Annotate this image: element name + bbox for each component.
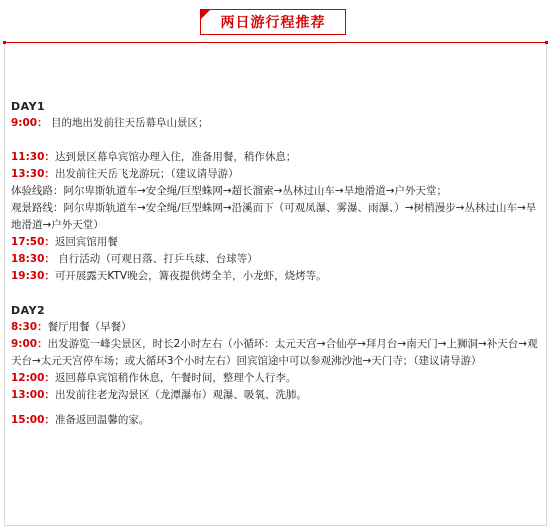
day1-item-text: 返回宾馆用餐	[54, 236, 118, 248]
day1-route-experience: 体验线路：阿尔卑斯轨道车→安全绳/巨型蛛网→超长溜索→丛林过山车→旱地滑道→户外天堂；	[11, 185, 448, 197]
day2-item-text: 出发前往老龙沟景区（龙潭瀑布）观瀑、吸氧、洗肺。	[54, 389, 307, 401]
title-box	[200, 9, 346, 35]
day2-item-text: 准备返回温馨的家。	[54, 414, 150, 426]
day1-item-text: 目的地出发前往天岳幕阜山景区；	[47, 117, 209, 129]
day2-item-text: 出发游览一峰尖景区，时长2小时左右（小循环：太元天宫→合仙亭→拜月台→南天门→上狮洞→补天台→观天台→太元天宫停车场；或大循环3个小时左右）回宾馆途中可以参观沸沙池→天门寺；（建议请导游）	[11, 338, 538, 367]
day1-item	[11, 234, 541, 251]
page-title: 两日游行程推荐	[220, 15, 326, 31]
day2-item	[11, 370, 541, 387]
day1-item-text: 自行活动（可观日落、打乒乓球、台球等）	[54, 253, 258, 265]
spacer	[11, 132, 541, 149]
day2-item	[11, 387, 541, 404]
day1-item-text: 出发前往天岳飞龙游玩；（建议请导游）	[54, 168, 239, 180]
day2-heading: DAY2	[11, 304, 46, 317]
day1-item	[11, 166, 541, 183]
day2-item-time: 9:00：	[11, 338, 48, 350]
itinerary-content	[11, 98, 541, 429]
frame-corner-left	[3, 41, 6, 44]
frame-corner-right	[545, 41, 548, 44]
day1-item	[11, 268, 541, 285]
day1-item-time: 18:30：	[11, 253, 55, 265]
day1-item-time: 17:50：	[11, 236, 55, 248]
day1-item-time: 9:00：	[11, 117, 48, 129]
day1-item	[11, 115, 541, 132]
spacer	[11, 285, 541, 302]
day1-item-time: 13:30：	[11, 168, 55, 180]
day2-item-time: 8:30：	[11, 321, 48, 333]
day1-item	[11, 149, 541, 166]
title-corner-decoration	[200, 9, 211, 20]
day2-item	[11, 412, 541, 429]
day1-item-time: 19:30：	[11, 270, 55, 282]
day2-item-time: 15:00：	[11, 414, 55, 426]
day2-item-text: 餐厅用餐（早餐）	[47, 321, 132, 333]
day2-item-text: 返回幕阜宾馆稍作休息，午餐时间，整理个人行李。	[54, 372, 297, 384]
day1-item-text: 达到景区幕阜宾馆办理入住，准备用餐，稍作休息；	[54, 151, 297, 163]
day1-heading: DAY1	[11, 100, 46, 113]
title-area	[0, 0, 551, 40]
day1-route-sightseeing: 观景路线：阿尔卑斯轨道车→安全绳/巨型蛛网→沿溪而下（可观凤瀑、雾瀑、雨瀑、）→树梢漫步→丛林过山车→旱地滑道→户外天堂）	[11, 202, 537, 231]
day1-item-text: 可开展露天KTV晚会，篝夜提供烤全羊，小龙虾，烧烤等。	[54, 270, 327, 282]
day1-item-time: 11:30：	[11, 151, 55, 163]
day2-item	[11, 319, 541, 336]
day2-item	[11, 336, 541, 370]
day2-item-time: 13:00：	[11, 389, 55, 401]
spacer	[11, 404, 541, 412]
day2-item-time: 12:00：	[11, 372, 55, 384]
day1-item	[11, 251, 541, 268]
